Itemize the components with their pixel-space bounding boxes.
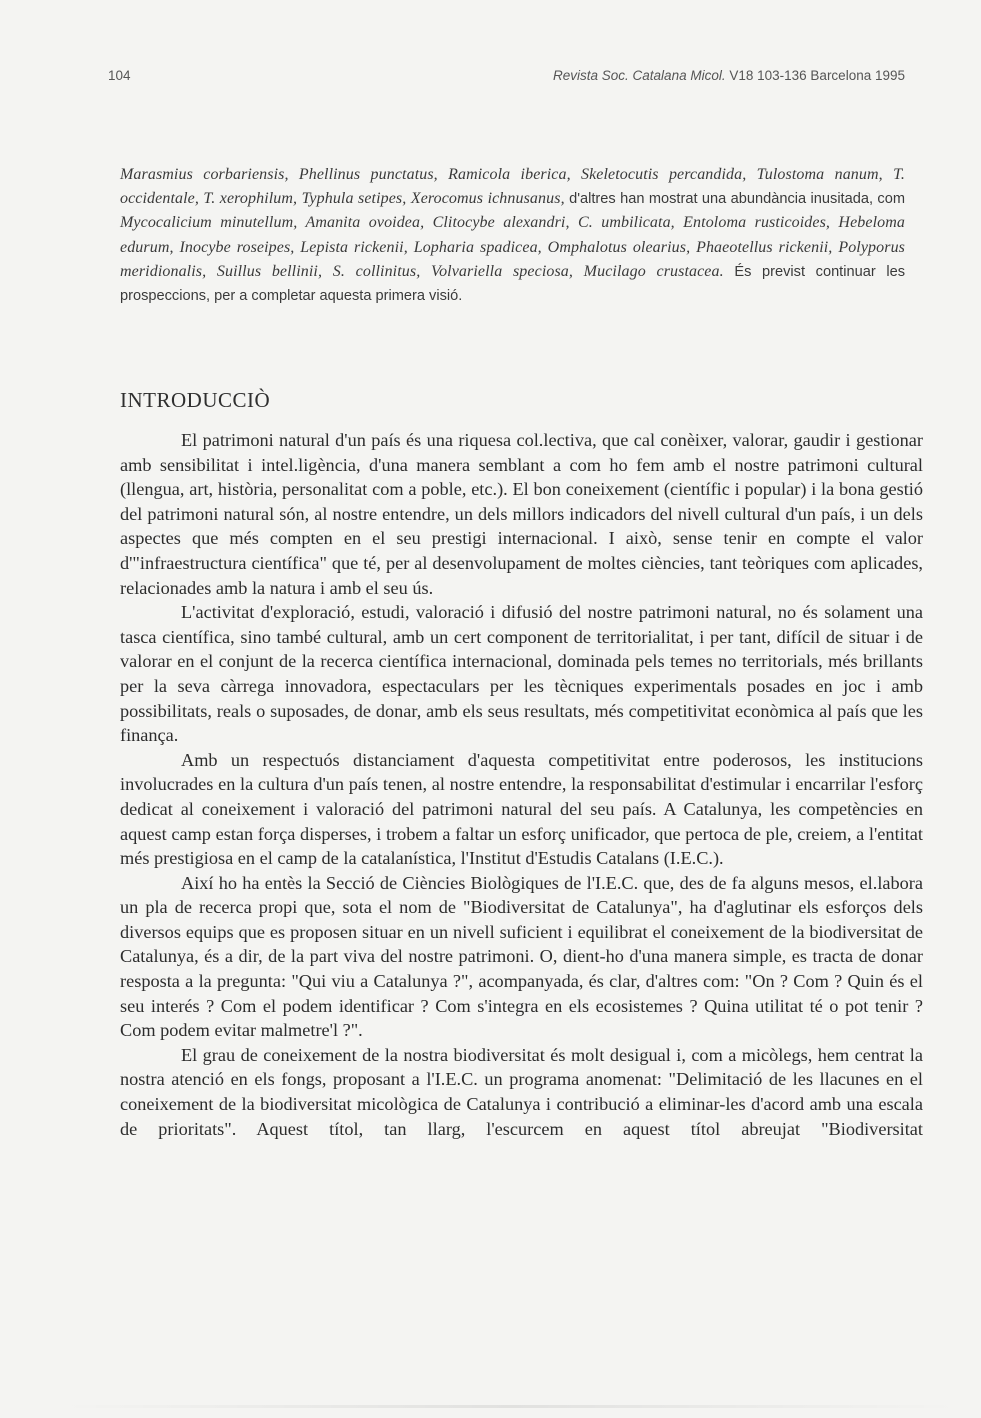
journal-citation: [553, 68, 905, 83]
body-paragraph: El grau de coneixement de la nostra biodiversitat és molt desigual i, com a micòlegs, hem centrat la nostra atenció en els fongs, proposant a l'I.E.C. un programa anomenat: "Delimitació de les llacunes en el coneixement de la biodiversitat micològica de Catalunya i contribució a eliminar-les d'acord amb una escala de prioritats". Aquest títol, tan llarg, l'escurcem en aquest títol abreujat "Biodiversitat: [120, 1044, 923, 1139]
scan-edge: [60, 1405, 960, 1408]
introduction-body: [120, 428, 923, 1141]
abstract-tail: [120, 163, 905, 308]
body-paragraph: L'activitat d'exploració, estudi, valoració i difusió del nostre patrimoni natural, no és solament una tasca científica, sino també cultural, amb un cert component de territorialitat, i per tant, difícil de situar i de valorar en el conjunt de la recerca científica internacional, dominada pels temes no territorials, més brillants per la seva càrrega innovadora, espectaculars per les tècniques experimentals posades en joc i amb possibilitats, reals o suposades, de donar, amb els seus resultats, més competitivitat econòmica al país que les finança.: [120, 602, 923, 746]
abstract-paragraph: [120, 163, 905, 308]
page-number: 104: [108, 68, 131, 83]
journal-name: Revista Soc. Catalana Micol.: [553, 68, 726, 83]
body-paragraph: Així ho ha entès la Secció de Ciències Biològiques de l'I.E.C. que, des de fa alguns mesos, el.labora un pla de recerca propi que, sota el nom de "Biodiversitat de Catalunya", ha d'aglutinar els esforços dels diversos equips que es proposen situar en un nivell suficient i equilibrat el coneixement de la biodiversitat de Catalunya, és a dir, de la part viva del nostre patrimoni. O, dient-ho d'una manera simple, es tracta de donar resposta a la pregunta: "Qui viu a Catalunya ?", acompanyada, és clar, d'altres com: "On ? Com ? Quin és el seu interés ? Com el podem identificar ? Com s'integra en els ecosistemes ? Quina utilitat té o pot tenir ? Com podem evitar malmetre'l ?".: [120, 872, 923, 1041]
volume-pages-place: V18 103-136 Barcelona 1995: [729, 68, 905, 83]
section-title: INTRODUCCIÒ: [120, 388, 271, 412]
body-paragraph: Amb un respectuós distanciament d'aquesta competitivitat entre poderosos, les institucions involucrades en la cultura d'un país tenen, al nostre entendre, la responsabilitat d'estimular i encarrilar l'esforç dedicat al coneixement i valoració del patrimoni natural del seu país. A Catalunya, les competències en aquest camp estan força disperses, i trobem a faltar un esforç unificador, que pertoca de ple, creiem, a l'entitat més prestigiosa en el camp de la catalanística, l'Institut d'Estudis Catalans (I.E.C.).: [120, 749, 923, 869]
abstract-text-1: d'altres han mostrat una abundància inusitada, com: [564, 191, 905, 208]
species-list-1: Marasmius corbariensis, Phellinus punctatus, Ramicola iberica, Skeletocutis percandida, Tulostoma nanum, T. occidentale, T. xerophilum, Typhula setipes, Xerocomus ichnusanus,: [120, 166, 905, 208]
abstract-text-2: És previst continuar les prospeccions, per a completar aquesta primera visió.: [120, 263, 905, 305]
species-list-2: Mycocalicium minutellum, Amanita ovoidea, Clitocybe alexandri, C. umbilicata, Entoloma rusticoides, Hebeloma edurum, Inocybe roseipes, Lepista rickenii, Lopharia spadicea, Omphalotus olearius, Phaeotellus rickenii, Polyporus meridionalis, Suillus bellinii, S. collinitus, Volvariella speciosa, Mucilago crustacea.: [120, 214, 905, 280]
body-paragraph: El patrimoni natural d'un país és una riquesa col.lectiva, que cal conèixer, valorar, gaudir i gestionar amb sensibilitat i intel.ligència, d'una manera semblant a com ho fem amb el nostre patrimoni cultural (llengua, art, història, personalitat com a poble, etc.). El bon coneixement (científic i popular) i la bona gestió del patrimoni natural són, al nostre entendre, un dels millors indicadors del nivell cultural d'un país, i un dels aspectes que més compten en el seu prestigi internacional. I això, sense tenir en compte el valor d'"infraestructura científica" que té, per al desenvolupament de moltes ciències, tant teòriques com aplicades, relacionades amb la natura i amb el seu ús.: [120, 430, 923, 598]
